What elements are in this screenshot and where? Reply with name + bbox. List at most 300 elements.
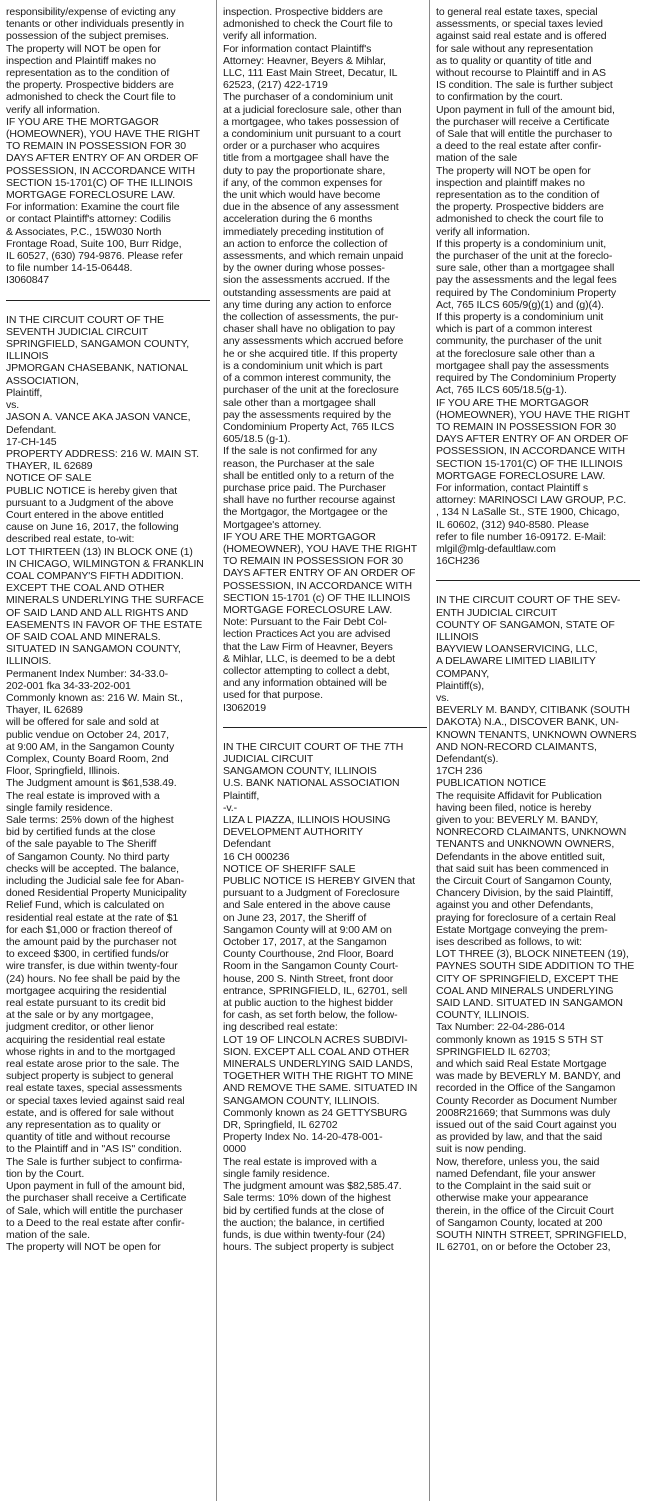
- notice-line: IF YOU ARE THE MORTGAGOR: [223, 530, 376, 543]
- notice-line: cause on June 16, 2017, the following: [6, 521, 179, 534]
- notice-line: Upon payment in full of the amount bid,: [436, 103, 615, 116]
- notice-line: and any information obtained will be: [223, 677, 387, 690]
- notice-line: duty to pay the proportionate share,: [223, 164, 386, 177]
- notice-line: immediately preceding institution of: [223, 225, 384, 238]
- notice-line: NOTICE OF SHERIFF SALE: [223, 862, 356, 875]
- notice-line: having been filed, notice is hereby: [436, 801, 592, 814]
- notice-line: sion the assessments accrued. If the: [223, 274, 390, 287]
- notice-line: PAYNES SOUTH SIDE ADDITION TO THE: [436, 960, 635, 973]
- notice-line: mortgagee acquiring the residential: [6, 984, 167, 997]
- notice-line: SITUATED IN SANGAMON COUNTY,: [6, 643, 181, 656]
- notice-line: that the Law Firm of Heavner, Beyers: [223, 640, 393, 653]
- notice-line: For information: Examine the court file: [6, 201, 180, 214]
- notice-line: as to quality or quantity of title and: [436, 54, 592, 67]
- notice-line: entrance, SPRINGFIELD, IL, 62701, sell: [223, 984, 408, 997]
- notice-line: JUDICIAL CIRCUIT: [223, 752, 314, 765]
- notice-line: or contact Plaintiff's attorney: Codilis: [6, 213, 171, 226]
- notice-line: against said real estate and is offered: [436, 30, 607, 43]
- notice-line: SEVENTH JUDICIAL CIRCUIT: [6, 325, 148, 338]
- notice-line: which is part of a common interest: [436, 323, 592, 336]
- column-rule: [216, 0, 217, 1501]
- notice-line: Sale terms: 10% down of the highest: [223, 1192, 391, 1205]
- notice-line: pay the assessments and the legal fees: [436, 274, 617, 287]
- notice-line: 17-CH-145: [6, 435, 57, 448]
- notice-line: sure sale, other than a mortgagee shall: [436, 262, 615, 275]
- notice-line: verify all information.: [6, 103, 100, 116]
- notice-line: ILLINOIS: [436, 630, 479, 643]
- notice-line: house, 200 S. Ninth Street, front door: [223, 972, 394, 985]
- notice-line: The Sale is further subject to confirma-: [6, 1155, 183, 1168]
- notice-line: SECTION 15-1701(C) OF THE ILLINOIS: [6, 176, 193, 189]
- notice-line: commonly known as 1915 S 5TH ST: [436, 1033, 604, 1046]
- notice-line: POSSESSION, IN ACCORDANCE WITH: [223, 579, 412, 592]
- notice-line: inspection and plaintiff makes no: [436, 176, 585, 189]
- notice-line: otherwise make your appearance: [436, 1192, 589, 1205]
- notice-line: or special taxes levied against said real: [6, 1094, 185, 1107]
- notice-line: SION. EXCEPT ALL COAL AND OTHER: [223, 1045, 410, 1058]
- notice-line: Note: Pursuant to the Fair Debt Col-: [223, 616, 387, 629]
- notice-line: is a condominium unit which is part: [223, 359, 383, 372]
- notice-line: & Associates, P.C., 15W030 North: [6, 225, 162, 238]
- notice-line: LOT 19 OF LINCOLN ACRES SUBDIVI-: [223, 1033, 408, 1046]
- notice-line: LOT THREE (3), BLOCK NINETEEN (19),: [436, 948, 629, 961]
- notice-line: given to you: BEVERLY M. BANDY,: [436, 814, 599, 826]
- notice-line: Defendants in the above entitled suit,: [436, 850, 605, 863]
- notice-line: was made by BEVERLY M. BANDY, and: [436, 1070, 621, 1083]
- notice-line: U.S. BANK NATIONAL ASSOCIATION: [223, 777, 400, 790]
- notice-line: assessments, and which remain unpaid: [223, 250, 404, 263]
- notice-line: the Mortgagor, the Mortgagee or the: [223, 506, 388, 519]
- notice-line: PUBLIC NOTICE IS HEREBY GIVEN that: [223, 875, 415, 888]
- notice-line: ASSOCIATION,: [6, 374, 79, 387]
- notice-line: therein, in the office of the Circuit Court: [436, 1204, 614, 1217]
- notice-line: IF YOU ARE THE MORTGAGOR: [436, 396, 589, 409]
- notice-line: Act, 765 ILCS 605/18.5(g-1).: [436, 384, 567, 397]
- notice-line: IL 62701, on or before the October 23,: [436, 1241, 611, 1254]
- notice-line: 16CH236: [436, 555, 480, 568]
- notice-line: PUBLIC NOTICE is hereby given that: [6, 484, 178, 497]
- notice-line: the property. Prospective bidders are: [6, 79, 174, 92]
- notice-line: Upon payment in full of the amount bid,: [6, 1180, 185, 1193]
- notice-line: 605/18.5 (g-1).: [223, 433, 291, 446]
- column-3: [436, 6, 640, 1498]
- notice-line: IL 60602, (312) 940-8580. Please: [436, 518, 589, 531]
- notice-line: inspection and Plaintiff makes no: [6, 54, 157, 67]
- notice-line: the purchaser of the unit at the foreclo-: [436, 250, 613, 263]
- notice-line: Sale terms: 25% down of the highest: [6, 814, 174, 826]
- notice-line: Estate Mortgage conveying the prem-: [436, 923, 608, 936]
- notice-line: (24) hours. No fee shall be paid by the: [6, 972, 181, 985]
- notice-line: quantity of title and without recourse: [6, 1131, 171, 1144]
- notice-line: tion by the Court.: [6, 1167, 85, 1180]
- notice-line: DAKOTA) N.A., DISCOVER BANK, UN-: [436, 716, 619, 729]
- notice-line: I3060847: [6, 274, 49, 287]
- notice-line: verify all information.: [223, 30, 317, 43]
- notice-line: title from a mortgagee shall have the: [223, 152, 390, 165]
- notice-line: funds, is due within twenty-four (24): [223, 1228, 386, 1241]
- notice-line: as provided by law, and that the said: [436, 1131, 603, 1144]
- column-1: [6, 6, 210, 1498]
- legal-notice: [223, 6, 427, 714]
- notice-line: IN THE CIRCUIT COURT OF THE: [6, 313, 164, 326]
- notice-line: IN CHICAGO, WILMINGTON & FRANKLIN: [6, 557, 204, 570]
- notice-separator: [6, 300, 210, 301]
- notice-line: IN THE CIRCUIT COURT OF THE SEV-: [436, 594, 621, 607]
- notice-line: ises described as follows, to wit:: [436, 936, 582, 949]
- notice-line: wire transfer, is due within twenty-four: [6, 960, 178, 973]
- notice-line: for sale without any representation: [436, 42, 594, 55]
- notice-line: assessments, or special taxes levied: [436, 18, 603, 31]
- notice-line: For information, contact Plaintiff s: [436, 481, 589, 494]
- notice-line: public vendue on October 24, 2017,: [6, 728, 169, 741]
- notice-line: any assessments which accrued before: [223, 335, 404, 348]
- notice-line: The property will NOT be open for: [6, 42, 161, 55]
- notice-line: and Sale entered in the above cause: [223, 899, 391, 912]
- notice-line: County Courthouse, 2nd Floor, Board: [223, 948, 394, 961]
- notice-line: admonished to check the Court file to: [223, 18, 393, 31]
- notice-line: of the sale payable to The Sheriff: [6, 838, 157, 851]
- notice-line: representation as to the condition of: [436, 189, 600, 202]
- notice-line: the amount paid by the purchaser not: [6, 936, 177, 949]
- notice-line: Plaintiff,: [6, 386, 43, 399]
- notice-line: LOT THIRTEEN (13) IN BLOCK ONE (1): [6, 545, 193, 558]
- notice-line: to the Complaint in the said suit or: [436, 1180, 592, 1193]
- notice-line: COUNTY, ILLINOIS.: [436, 1009, 530, 1022]
- notice-line: Relief Fund, which is calculated on: [6, 899, 165, 912]
- notice-line: JPMORGAN CHASEBANK, NATIONAL: [6, 362, 188, 375]
- notice-line: real estate arose prior to the sale. The: [6, 1058, 180, 1071]
- column-rule: [429, 0, 430, 1501]
- notice-line: IL 60527, (630) 794-9876. Please refer: [6, 250, 183, 263]
- notice-line: (HOMEOWNER), YOU HAVE THE RIGHT: [6, 128, 201, 141]
- notice-line: THAYER, IL 62689: [6, 460, 93, 473]
- notice-line: POSSESSION, IN ACCORDANCE WITH: [436, 445, 625, 458]
- notice-line: whose rights in and to the mortgaged: [6, 1045, 176, 1058]
- notice-line: checks will be accepted. The balance,: [6, 862, 179, 875]
- notice-line: Floor, Springfield, Illinois.: [6, 765, 120, 778]
- notice-line: suit is now pending.: [436, 1143, 527, 1156]
- notice-line: Now, therefore, unless you, the said: [436, 1155, 600, 1168]
- notice-line: PROPERTY ADDRESS: 216 W. MAIN ST.: [6, 447, 199, 460]
- notice-line: by the owner during whose posses-: [223, 262, 385, 275]
- notice-line: If the sale is not confirmed for any: [223, 445, 377, 458]
- notice-line: at the sale or by any mortgagee,: [6, 1009, 154, 1022]
- notice-line: an action to enforce the collection of: [223, 237, 388, 250]
- notice-line: to a Deed to the real estate after confir-: [6, 1216, 185, 1229]
- notice-line: IF YOU ARE THE MORTGAGOR: [6, 115, 159, 128]
- notice-line: DR, Springfield, IL 62702: [223, 1119, 338, 1132]
- notice-line: 16 CH 000236: [223, 850, 290, 863]
- notice-line: SANGAMON COUNTY, ILLINOIS.: [223, 1094, 380, 1107]
- notice-line: ILLINOIS: [6, 350, 49, 363]
- notice-line: CITY OF SPRINGFIELD, EXCEPT THE: [436, 972, 619, 985]
- notice-line: SAID LAND. SITUATED IN SANGAMON: [436, 997, 623, 1010]
- notice-line: purchase price paid. The Purchaser: [223, 481, 386, 494]
- notice-line: shall be entitled only to a return of the: [223, 469, 395, 482]
- notice-line: Defendant(s).: [436, 752, 499, 765]
- notice-line: and which said Real Estate Mortgage: [436, 1058, 607, 1071]
- notice-line: community, the purchaser of the unit: [436, 335, 602, 348]
- notice-line: pursuant to a Judgment of Foreclosure: [223, 887, 400, 900]
- notice-line: For information contact Plaintiff's: [223, 42, 372, 55]
- notice-line: Mortgagee's attorney.: [223, 518, 322, 531]
- notice-line: POSSESSION, IN ACCORDANCE WITH: [6, 164, 195, 177]
- notice-line: IS condition. The sale is further subject: [436, 79, 613, 92]
- notice-line: bid by certified funds at the close: [6, 826, 156, 839]
- notice-line: doned Residential Property Municipality: [6, 887, 187, 900]
- notice-line: inspection. Prospective bidders are: [223, 6, 383, 18]
- notice-line: recorded in the Office of the Sangamon: [436, 1082, 616, 1095]
- notice-line: reason, the Purchaser at the sale: [223, 457, 375, 470]
- notice-line: Property Index No. 14-20-478-001-: [223, 1131, 383, 1144]
- notice-line: if any, of the common expenses for: [223, 176, 383, 189]
- notice-line: shall have no further recourse against: [223, 494, 395, 507]
- notice-line: LIZA L PIAZZA, ILLINOIS HOUSING: [223, 814, 391, 826]
- notice-line: If this property is a condominium unit: [436, 311, 604, 324]
- notice-line: Defendant.: [6, 423, 57, 436]
- notice-line: COAL AND MINERALS UNDERLYING: [436, 984, 614, 997]
- notice-line: mation of the sale.: [6, 1228, 90, 1241]
- notice-line: NOTICE OF SALE: [6, 472, 92, 485]
- notice-line: real estate pursuant to its credit bid: [6, 997, 166, 1010]
- notice-line: the property. Prospective bidders are: [436, 201, 604, 214]
- notice-line: Commonly known as 24 GETTYSBURG: [223, 1106, 408, 1119]
- notice-line: lection Practices Act you are advised: [223, 628, 391, 641]
- notice-line: at a judicial foreclosure sale, other than: [223, 103, 402, 116]
- notice-line: 202-001 fka 34-33-202-001: [6, 679, 131, 692]
- notice-line: 62523, (217) 422-1719: [223, 79, 328, 92]
- notice-line: ENTH JUDICIAL CIRCUIT: [436, 606, 558, 619]
- notice-line: DEVELOPMENT AUTHORITY: [223, 826, 364, 839]
- notice-line: outstanding assessments are paid at: [223, 286, 391, 299]
- notice-line: EASEMENTS IN FAVOR OF THE ESTATE: [6, 618, 203, 631]
- notice-line: OF SAID COAL AND MINERALS.: [6, 630, 161, 643]
- notice-line: acquiring the residential real estate: [6, 1033, 166, 1046]
- notice-line: If this property is a condominium unit,: [436, 237, 607, 250]
- notice-line: Plaintiff(s),: [436, 679, 485, 692]
- notice-line: Frontage Road, Suite 100, Burr Ridge,: [6, 237, 182, 250]
- notice-line: 17CH 236: [436, 765, 483, 778]
- notice-line: mortgagee shall pay the assessments: [436, 359, 609, 372]
- notice-line: described real estate, to-wit:: [6, 533, 135, 546]
- notice-line: issued out of the said Court against you: [436, 1119, 617, 1132]
- notice-line: pursuant to a Judgment of the above: [6, 496, 174, 509]
- notice-line: TO REMAIN IN POSSESSION FOR 30: [223, 555, 404, 568]
- notice-line: purchaser of the unit at the foreclosure: [223, 384, 399, 397]
- notice-line: Attorney: Heavner, Beyers & Mihlar,: [223, 54, 386, 67]
- notice-line: TOGETHER WITH THE RIGHT TO MINE: [223, 1070, 414, 1083]
- column-2: [223, 6, 427, 1498]
- notice-line: vs.: [436, 691, 450, 704]
- notice-line: the Circuit Court of Sangamon County,: [436, 875, 612, 888]
- notice-line: (HOMEOWNER), YOU HAVE THE RIGHT: [223, 542, 418, 555]
- notice-line: Chancery Division, by the said Plaintiff,: [436, 887, 614, 900]
- notice-line: of Sangamon County, located at 200: [436, 1216, 603, 1229]
- notice-line: sale other than a mortgagee shall: [223, 396, 376, 409]
- notice-line: collector attempting to collect a debt,: [223, 664, 390, 677]
- notice-line: of a common interest community, the: [223, 372, 391, 385]
- notice-line: (HOMEOWNER), YOU HAVE THE RIGHT: [436, 408, 631, 421]
- notice-line: The real estate is improved with a: [6, 789, 160, 802]
- notice-line: COMPANY,: [436, 667, 490, 680]
- notice-line: TO REMAIN IN POSSESSION FOR 30: [436, 420, 617, 433]
- notice-line: Defendant: [223, 838, 271, 851]
- notice-line: The real estate is improved with a: [223, 1155, 377, 1168]
- notice-line: TO REMAIN IN POSSESSION FOR 30: [6, 140, 187, 153]
- notice-line: for cash, as set forth below, the follow-: [223, 1009, 398, 1022]
- notice-line: vs.: [6, 399, 20, 412]
- notice-line: Condominium Property Act, 765 ILCS: [223, 420, 395, 433]
- notice-line: bid by certified funds at the close of: [223, 1204, 384, 1217]
- notice-line: order or a purchaser who acquires: [223, 140, 380, 153]
- notice-line: pay the assessments required by the: [223, 408, 392, 421]
- notice-line: hours. The subject property is subject: [223, 1241, 394, 1254]
- notice-line: Tax Number: 22-04-286-014: [436, 1021, 565, 1034]
- notice-line: required by The Condominium Property: [436, 286, 617, 299]
- notice-line: of Sangamon County. No third party: [6, 850, 170, 863]
- notice-line: IN THE CIRCUIT COURT OF THE 7TH: [223, 740, 404, 753]
- notice-line: MINERALS UNDERLYING SAID LANDS,: [223, 1058, 413, 1071]
- notice-line: 0000: [223, 1143, 246, 1156]
- notice-line: he or she acquired title. If this property: [223, 347, 398, 360]
- notice-line: AND REMOVE THE SAME. SITUATED IN: [223, 1082, 418, 1095]
- notice-line: Sangamon County will at 9:00 AM on: [223, 923, 392, 936]
- notice-line: October 17, 2017, at the Sangamon: [223, 936, 387, 949]
- notice-line: The purchaser of a condominium unit: [223, 91, 393, 104]
- notice-line: will be offered for sale and sold at: [6, 716, 159, 729]
- notice-line: Act, 765 ILCS 605/9(g)(1) and (g)(4).: [436, 298, 604, 311]
- notice-line: named Defendant, file your answer: [436, 1167, 596, 1180]
- notice-line: for each $1,000 or fraction thereof of: [6, 923, 173, 936]
- notice-line: SPRINGFIELD IL 62703;: [436, 1045, 551, 1058]
- notice-line: residential real estate at the rate of $1: [6, 911, 179, 924]
- notice-line: SOUTH NINTH STREET, SPRINGFIELD,: [436, 1228, 627, 1241]
- notice-line: COAL COMPANY'S FIFTH ADDITION.: [6, 569, 184, 582]
- notice-line: estate, and is offered for sale without: [6, 1106, 174, 1119]
- notice-line: ing described real estate:: [223, 1021, 338, 1034]
- notice-line: admonished to check the court file to: [436, 213, 604, 226]
- notice-line: representation as to the condition of: [6, 67, 170, 80]
- notice-line: -v.-: [223, 801, 237, 814]
- notice-line: to exceed $300, in certified funds/or: [6, 948, 169, 961]
- notice-line: TENANTS and UNKNOWN OWNERS,: [436, 838, 615, 851]
- notice-line: Court entered in the above entitled: [6, 508, 164, 521]
- notice-line: of Sale that will entitle the purchaser to: [436, 128, 613, 141]
- notice-line: to general real estate taxes, special: [436, 6, 598, 18]
- notice-line: A DELAWARE LIMITED LIABILITY: [436, 655, 596, 668]
- notice-line: responsibility/expense of evicting any: [6, 6, 176, 18]
- notice-line: the purchaser shall receive a Certificate: [6, 1192, 187, 1205]
- notice-line: the unit which would have become: [223, 189, 381, 202]
- notice-line: LLC, 111 East Main Street, Decatur, IL: [223, 67, 398, 80]
- notice-line: mlgil@mlg-defaultlaw.com: [436, 542, 556, 555]
- notice-line: SECTION 15-1701(C) OF THE ILLINOIS: [436, 457, 623, 470]
- notice-line: tenants or other individuals presently in: [6, 18, 185, 31]
- notice-line: due in the absence of any assessment: [223, 201, 399, 214]
- legal-notice: [6, 6, 210, 287]
- notice-line: Commonly known as: 216 W. Main St.,: [6, 691, 183, 704]
- notice-line: a mortgagee, who takes possession of: [223, 115, 399, 128]
- notice-line: a deed to the real estate after confir-: [436, 140, 602, 153]
- notice-line: COUNTY OF SANGAMON, STATE OF: [436, 618, 615, 631]
- notice-line: & Mihlar, LLC, is deemed to be a debt: [223, 652, 395, 665]
- notice-line: DAYS AFTER ENTRY OF AN ORDER OF: [6, 152, 199, 165]
- notice-line: on June 23, 2017, the Sheriff of: [223, 911, 367, 924]
- notice-line: I3062019: [223, 701, 266, 714]
- notice-line: Plaintiff,: [223, 789, 260, 802]
- notice-line: The property will NOT be open for: [436, 164, 591, 177]
- notice-line: used for that purpose.: [223, 689, 323, 702]
- notice-line: any representation as to quality or: [6, 1119, 161, 1132]
- notice-line: KNOWN TENANTS, UNKNOWN OWNERS: [436, 728, 637, 741]
- legal-notice: [6, 314, 210, 1254]
- notice-line: attorney: MARINOSCI LAW GROUP, P.C.: [436, 494, 627, 507]
- notice-line: EXCEPT THE COAL AND OTHER: [6, 582, 165, 595]
- notice-line: MORTGAGE FORECLOSURE LAW.: [223, 603, 393, 616]
- notice-line: to confirmation by the court.: [436, 91, 563, 104]
- notice-line: against you and other Defendants,: [436, 899, 594, 912]
- notice-line: Permanent Index Number: 34-33.0-: [6, 667, 168, 680]
- notice-line: The judgment amount was $82,585.47.: [223, 1180, 402, 1193]
- notice-line: OF SAID LAND AND ALL RIGHTS AND: [6, 606, 189, 619]
- notice-line: Thayer, IL 62689: [6, 704, 83, 717]
- notice-separator: [436, 580, 640, 581]
- legal-notice: [436, 6, 640, 567]
- legal-notice: [223, 741, 427, 1254]
- notice-line: The requisite Affidavit for Publication: [436, 789, 602, 802]
- notice-line: at public auction to the highest bidder: [223, 997, 394, 1010]
- notice-line: required by The Condominium Property: [436, 372, 617, 385]
- notice-line: SECTION 15-1701 (c) OF THE ILLINOIS: [223, 591, 411, 604]
- notice-line: single family residence.: [223, 1167, 330, 1180]
- notice-line: Complex, County Board Room, 2nd: [6, 752, 169, 765]
- notice-line: refer to file number 16-09172. E-Mail:: [436, 530, 607, 543]
- notice-line: 2008R21669; that Summons was duly: [436, 1106, 611, 1119]
- notice-line: Room in the Sangamon County Court-: [223, 960, 399, 973]
- notice-line: single family residence.: [6, 801, 113, 814]
- notice-line: MORTGAGE FORECLOSURE LAW.: [6, 189, 176, 202]
- notice-line: PUBLICATION NOTICE: [436, 777, 547, 790]
- notice-line: real estate taxes, special assessments: [6, 1082, 182, 1095]
- notice-line: verify all information.: [436, 225, 530, 238]
- notice-line: judgment creditor, or other lienor: [6, 1021, 154, 1034]
- notice-line: The property will NOT be open for: [6, 1241, 161, 1254]
- notice-line: the purchaser will receive a Certificate: [436, 115, 610, 128]
- notice-line: DAYS AFTER ENTRY OF AN ORDER OF: [223, 567, 416, 580]
- notice-line: praying for foreclosure of a certain Real: [436, 911, 616, 924]
- notice-line: to the Plaintiff and in "AS IS" condition.: [6, 1143, 182, 1156]
- notice-line: BEVERLY M. BANDY, CITIBANK (SOUTH: [436, 704, 630, 717]
- notice-line: NONRECORD CLAIMANTS, UNKNOWN: [436, 826, 627, 839]
- notice-line: mation of the sale: [436, 152, 518, 165]
- notice-line: without recourse to Plaintiff and in AS: [436, 67, 606, 80]
- notice-line: ILLINOIS.: [6, 655, 52, 668]
- notice-line: subject property is subject to general: [6, 1070, 174, 1083]
- notice-line: County Recorder as Document Number: [436, 1094, 618, 1107]
- notice-line: acceleration during the 6 months: [223, 213, 373, 226]
- notice-line: chaser shall have no obligation to pay: [223, 323, 395, 336]
- notice-line: AND NON-RECORD CLAIMANTS,: [436, 740, 597, 753]
- notice-line: at the foreclosure sale other than a: [436, 347, 595, 360]
- notice-line: to file number 14-15-06448.: [6, 262, 133, 275]
- notice-line: the auction; the balance, in certified: [223, 1216, 385, 1229]
- notice-line: any time during any action to enforce: [223, 298, 392, 311]
- notice-line: at 9:00 AM, in the Sangamon County: [6, 740, 175, 753]
- notice-line: MORTGAGE FORECLOSURE LAW.: [436, 469, 606, 482]
- notice-line: of Sale, which will entitle the purchaser: [6, 1204, 183, 1217]
- notice-line: BAYVIEW LOANSERVICING, LLC,: [436, 643, 598, 656]
- notice-line: , 134 N LaSalle St., STE 1900, Chicago,: [436, 506, 620, 519]
